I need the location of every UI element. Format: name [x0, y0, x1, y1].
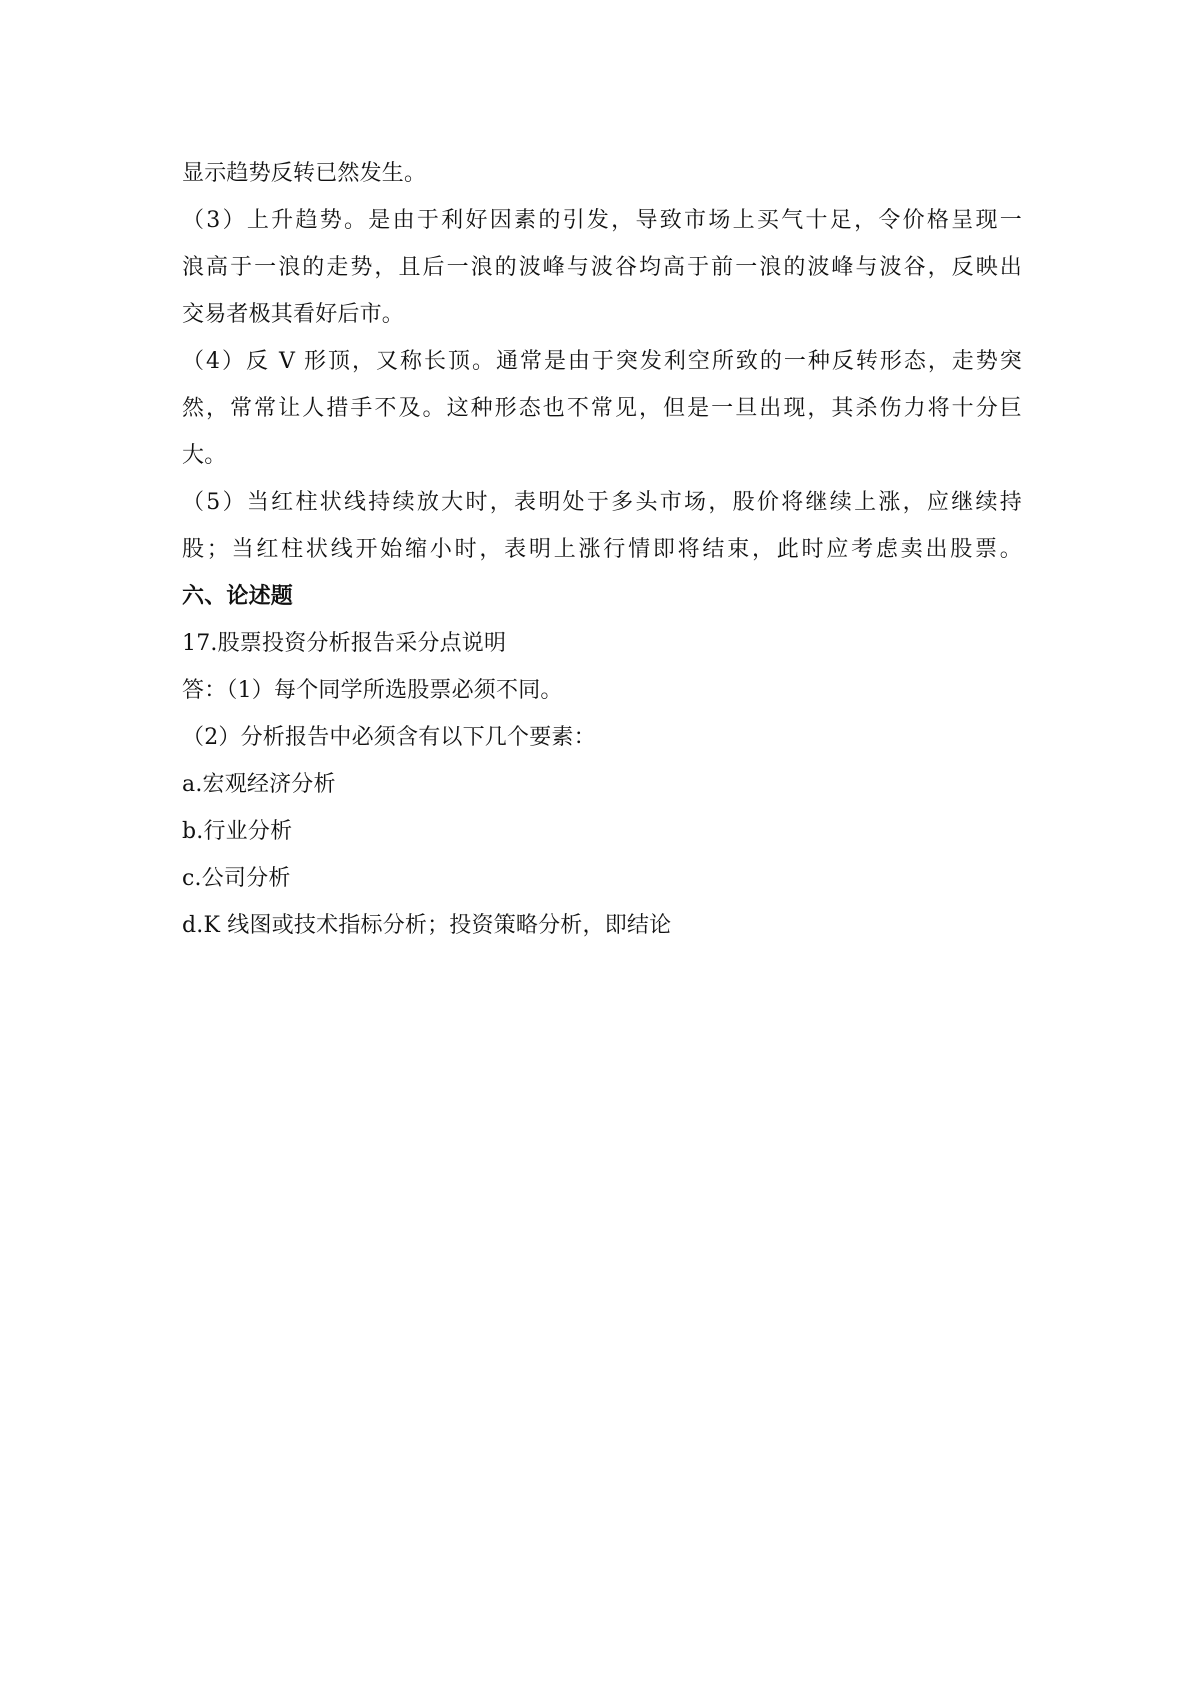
- answer-item: d.K 线图或技术指标分析；投资策略分析，即结论: [182, 913, 672, 938]
- answer-item: c.公司分析: [182, 866, 291, 891]
- answer-line: 答：（1）每个同学所选股票必须不同。: [182, 678, 563, 703]
- paragraph-line: 股；当红柱状线开始缩小时，表明上涨行情即将结束，此时应考虑卖出股票。: [182, 537, 1022, 562]
- paragraph-line: 显示趋势反转已然发生。: [182, 161, 427, 186]
- section-heading: 六、论述题: [182, 584, 294, 609]
- document-body: [182, 150, 1022, 949]
- answer-item: a.宏观经济分析: [182, 772, 336, 797]
- paragraph-line: 大。: [182, 443, 227, 468]
- paragraph-line: 交易者极其看好后市。: [182, 302, 405, 327]
- question-title: 17.股票投资分析报告采分点说明: [182, 631, 507, 656]
- paragraph-line: （4）反 V 形顶，又称长顶。通常是由于突发利空所致的一种反转形态，走势突: [182, 349, 1022, 374]
- answer-line: （2）分析报告中必须含有以下几个要素：: [182, 725, 596, 750]
- paragraph-line: （5）当红柱状线持续放大时，表明处于多头市场，股价将继续上涨，应继续持: [182, 490, 1022, 515]
- paragraph-line: 然，常常让人措手不及。这种形态也不常见，但是一旦出现，其杀伤力将十分巨: [182, 396, 1022, 421]
- paragraph-line: （3）上升趋势。是由于利好因素的引发，导致市场上买气十足，令价格呈现一: [182, 208, 1022, 233]
- paragraph-line: 浪高于一浪的走势，且后一浪的波峰与波谷均高于前一浪的波峰与波谷，反映出: [182, 255, 1022, 280]
- answer-item: b.行业分析: [182, 819, 293, 844]
